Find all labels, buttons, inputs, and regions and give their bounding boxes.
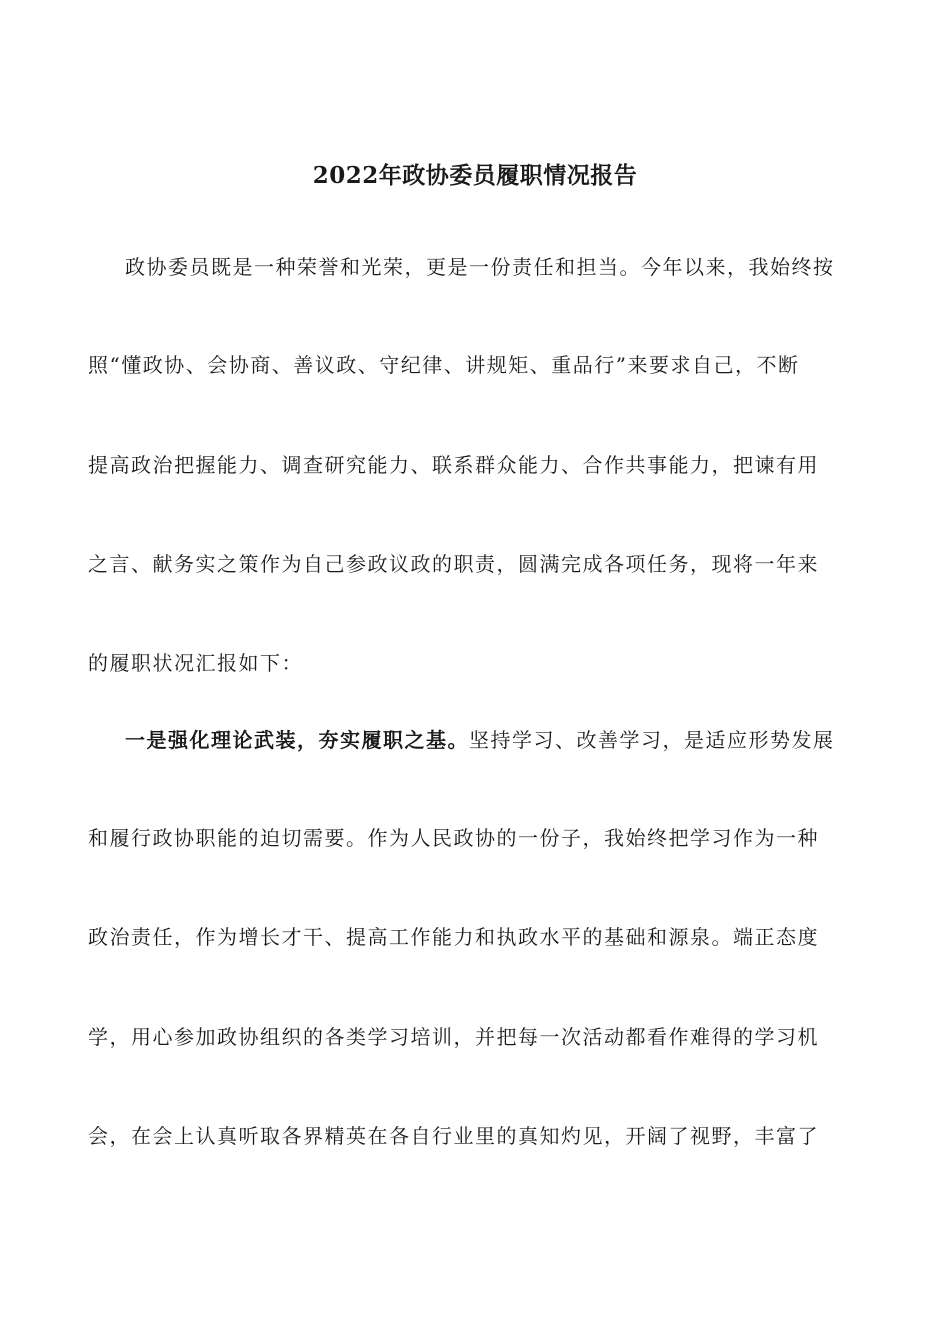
section-heading: 一是强化理论武装，夯实履职之基。 <box>125 728 469 752</box>
paragraph-line: 政协委员既是一种荣誉和光荣，更是一份责任和担当。今年以来，我始终按 <box>125 255 835 279</box>
section-text: 坚持学习、改善学习，是适应形势发展 <box>469 728 835 752</box>
paragraph-line <box>125 725 865 755</box>
paragraph-line: 照“懂政协、会协商、善议政、守纪律、讲规矩、重品行”来要求自己，不断 <box>88 353 800 377</box>
document-title: 2022年政协委员履职情况报告 <box>312 162 638 189</box>
paragraph-line: 会，在会上认真听取各界精英在各自行业里的真知灼见，开阔了视野，丰富了 <box>88 1124 819 1148</box>
paragraph-line: 和履行政协职能的迫切需要。作为人民政协的一份子，我始终把学习作为一种 <box>88 826 819 850</box>
paragraph-line: 之言、献务实之策作为自己参政议政的职责，圆满完成各项任务，现将一年来 <box>88 552 819 576</box>
paragraph-line: 政治责任，作为增长才干、提高工作能力和执政水平的基础和源泉。端正态度 <box>88 925 819 949</box>
paragraph-line: 的履职状况汇报如下： <box>88 651 303 675</box>
paragraph-line: 提高政治把握能力、调查研究能力、联系群众能力、合作共事能力，把谏有用 <box>88 453 819 477</box>
paragraph-line: 学，用心参加政协组织的各类学习培训，并把每一次活动都看作难得的学习机 <box>88 1025 819 1049</box>
